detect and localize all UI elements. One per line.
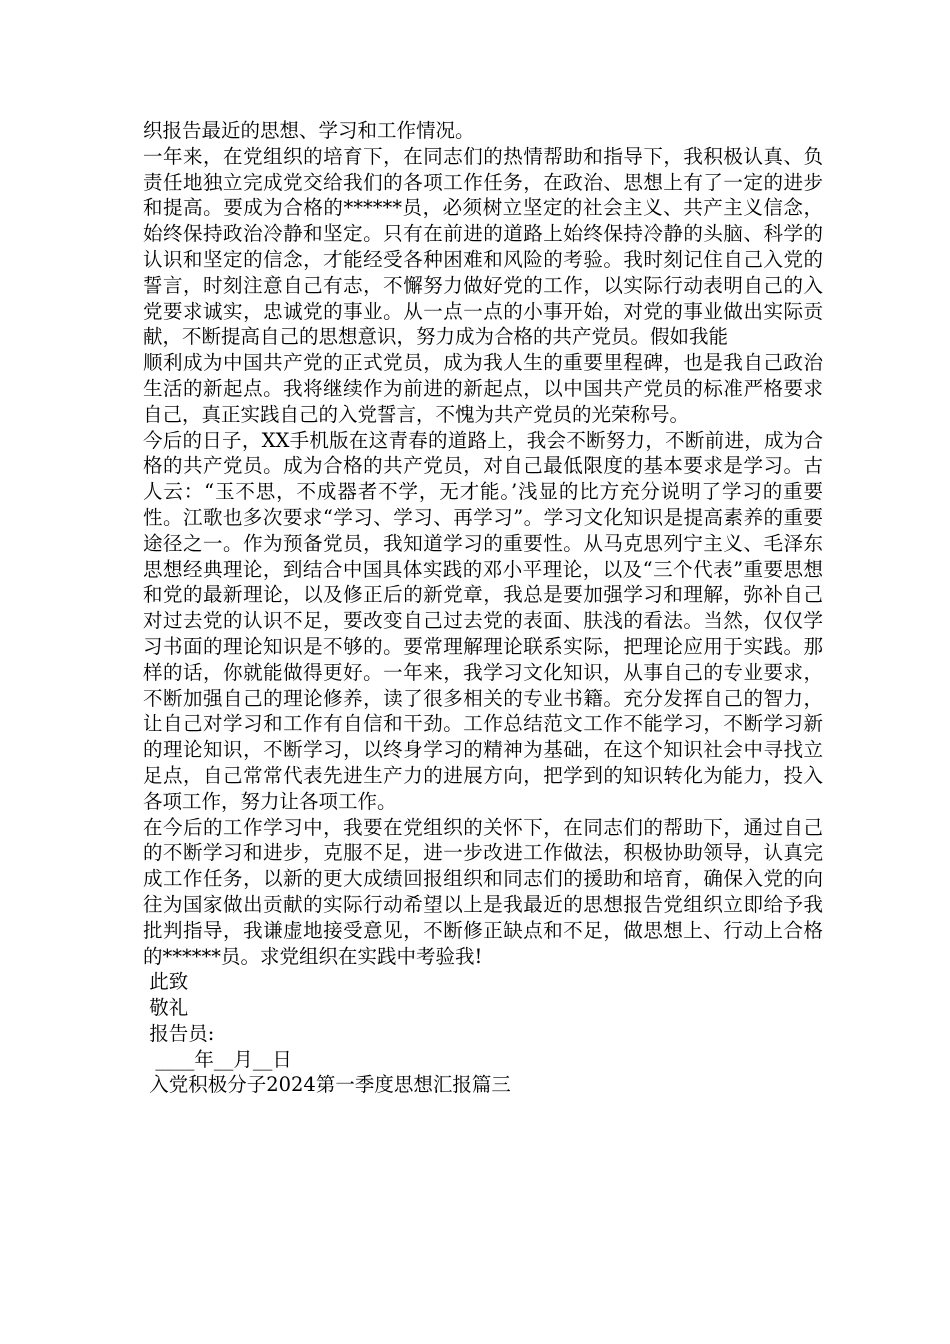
document-page (143, 118, 823, 1098)
paragraph-future-work: 在今后的工作学习中，我要在党组织的关怀下，在同志们的帮助下，通过自己的不断学习和进步，克服不足，进一步改进工作做法，积极协助领导，认真完成工作任务，以新的更大成绩回报组织和同志们的援助和培育，确保入党的向往为国家做出贡献的实际行动希望以上是我最近的思想报告党组织立即给予我批判指导，我谦虚地接受意见，不断修正缺点和不足，做思想上、行动上合格的******员。求党组织在实践中考验我! (143, 815, 823, 968)
date-line: ____年__月__日 (143, 1047, 292, 1071)
paragraph-year-review: 一年来，在党组织的培育下，在同志们的热情帮助和指导下，我积极认真、负责任地独立完成党交给我们的各项工作任务，在政治、思想上有了一定的进步和提高。要成为合格的******员，必须树立坚定的社会主义、共产主义信念，始终保持政治冷静和坚定。只有在前进的道路上始终保持冷静的头脑、科学的认识和坚定的信念，才能经受各种困难和风险的考验。我时刻记住自己入党的誓言，时刻注意自己有志，不懈努力做好党的工作，以实际行动表明自己的入党要求诚实，忠诚党的事业。从一点一点的小事开始，对党的事业做出实际贡献，不断提高自己的思想意识，努力成为合格的共产党员。假如我能 (143, 144, 823, 349)
closing-respect: 敬礼 (143, 996, 189, 1020)
paragraph-intro: 织报告最近的思想、学习和工作情况。 (143, 119, 475, 142)
next-section-title: 入党积极分子2024第一季度思想汇报篇三 (143, 1073, 511, 1097)
reporter-label: 报告员: (143, 1021, 215, 1045)
closing-salutation: 此致 (143, 970, 189, 994)
paragraph-study: 今后的日子，XX手机版在这青春的道路上，我会不断努力，不断前进，成为合格的共产党员。成为合格的共产党员，对自己最低限度的基本要求是学习。古人云：“玉不思，不成器者不学，无才能。’浅显的比方充分说明了学习的重要性。江歌也多次要求“学习、学习、再学习”。学习文化知识是提高素养的重要途径之一。作为预备党员，我知道学习的重要性。从马克思列宁主义、毛泽东思想经典理论，到结合中国具体实践的邓小平理论，以及“三个代表”重要思想和党的最新理论，以及修正后的新党章，我总是要加强学习和理解，弥补自己对过去党的认识不足，要改变自己过去党的表面、肤浅的看法。当然，仅仅学习书面的理论知识是不够的。要常理解理论联系实际，把理论应用于实践。那样的话，你就能做得更好。一年来，我学习文化知识，从事自己的专业要求，不断加强自己的理论修养，读了很多相关的专业书籍。充分发挥自己的智力，让自己对学习和工作有自信和干劲。工作总结范文工作不能学习，不断学习新的理论知识，不断学习，以终身学习的精神为基础，在这个知识社会中寻找立足点，自己常常代表先进生产力的进展方向，把学到的知识转化为能力，投入各项工作，努力让各项工作。 (143, 428, 823, 813)
paragraph-milestone: 顺利成为中国共产党的正式党员，成为我人生的重要里程碑，也是我自己政治生活的新起点。我将继续作为前进的新起点，以中国共产党员的标准严格要求自己，真正实践自己的入党誓言，不愧为共产党员的光荣称号。 (143, 351, 823, 426)
